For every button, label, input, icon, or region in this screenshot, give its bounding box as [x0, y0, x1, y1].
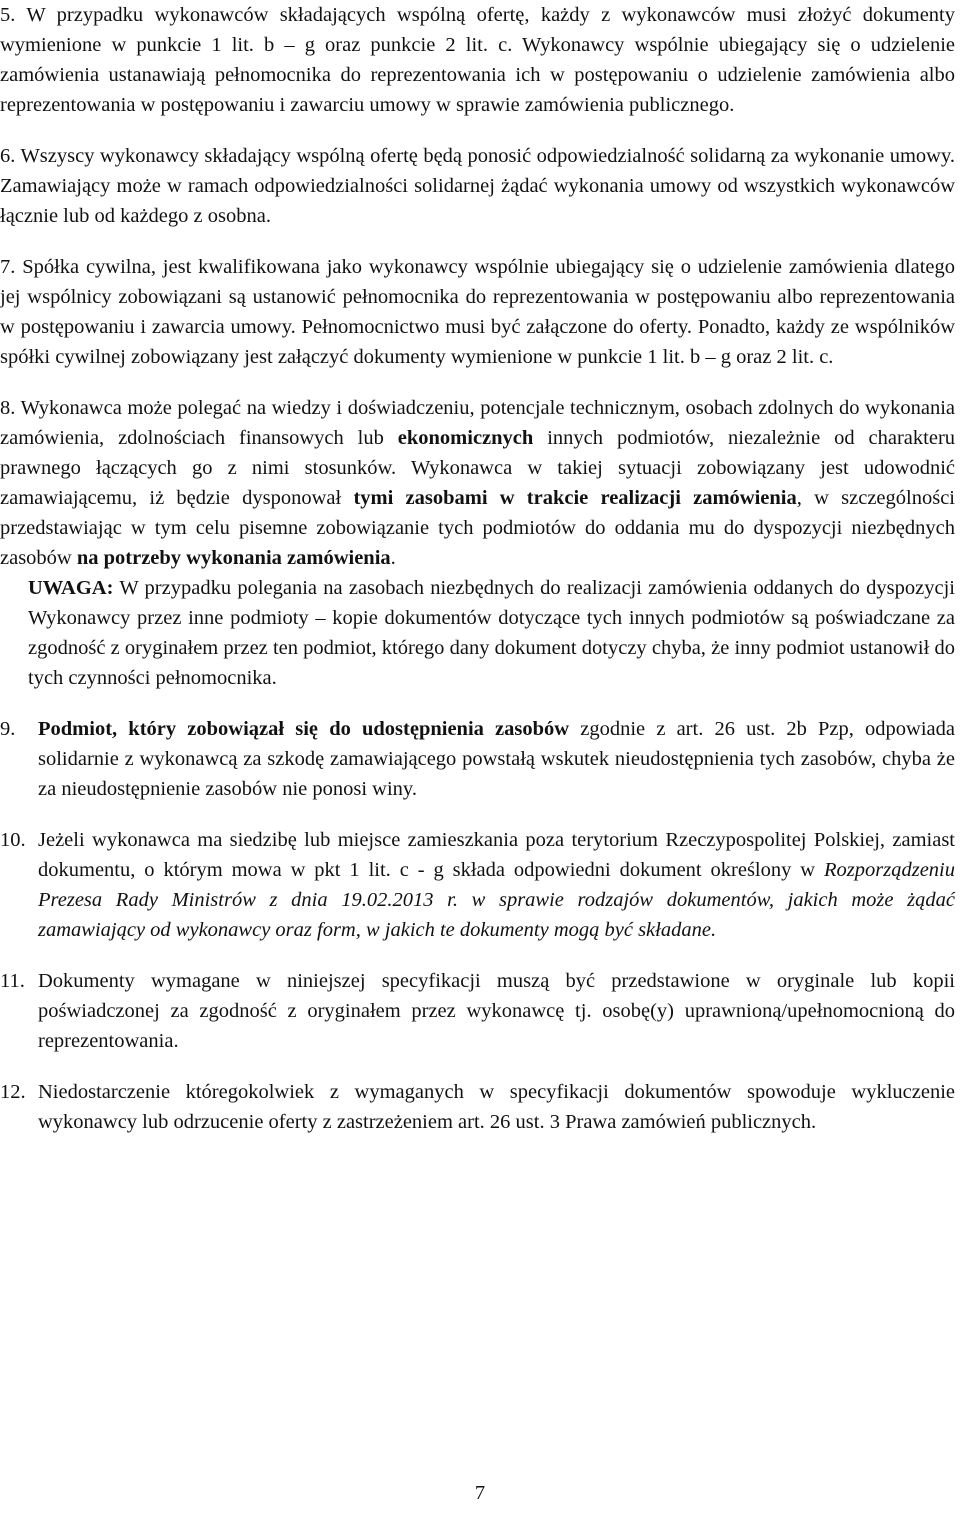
paragraph-8-text-1: Wykonawca może polegać na wiedzy i doświadczeniu, potencjale technicznym, osobach zdolnych do wykonania zamówienia, zdolnościach finansowych lub	[0, 397, 955, 449]
paragraph-8-bold-2: tymi zasobami w trakcie realizacji zamówienia	[353, 487, 797, 509]
paragraph-10-italic: Rozporządzeniu Prezesa Rady Ministrów z dnia 19.02.2013 r. w sprawie rodzajów dokumentów, jakich może żądać zamawiający od wykonawcy oraz form, w jakich te dokumenty mogą być składane.	[38, 859, 955, 941]
paragraph-6-text: Wszyscy wykonawcy składający wspólną ofertę będą ponosić odpowiedzialność solidarną za wykonanie umowy. Zamawiający może w ramach odpowiedzialności solidarnej żądać wykonania umowy od wszystkich wykonawców łącznie lub od każdego z osobna.	[0, 145, 956, 227]
paragraph-9-body	[38, 714, 955, 804]
paragraph-5-number: 5.	[0, 4, 16, 26]
paragraph-6-number: 6.	[0, 145, 16, 167]
paragraph-8-number: 8.	[0, 397, 16, 419]
paragraph-10-body	[38, 825, 955, 945]
paragraph-12-text: Niedostarczenie któregokolwiek z wymaganych w specyfikacji dokumentów spowoduje wykluczenie wykonawcy lub odrzucenie oferty z zastrzeżeniem art. 26 ust. 3 Prawa zamówień publicznych.	[38, 1081, 955, 1133]
paragraph-6	[0, 141, 955, 231]
paragraph-11	[0, 966, 955, 1056]
page-number: 7	[474, 1482, 486, 1504]
paragraph-10-number: 10.	[0, 829, 26, 851]
paragraph-7	[0, 252, 955, 372]
paragraph-8-bold-1: ekonomicznych	[397, 427, 534, 449]
paragraph-12-number: 12.	[0, 1081, 26, 1103]
uwaga-label: UWAGA:	[28, 577, 114, 599]
paragraph-7-text: Spółka cywilna, jest kwalifikowana jako wykonawcy wspólnie ubiegający się o udzielenie zamówienia dlatego jej wspólnicy zobowiązani są ustanowić pełnomocnika do reprezentowania w postępowaniu albo reprezentowania w postępowaniu i zawarcia umowy. Pełnomocnictwo musi być załączone do oferty. Ponadto, każdy ze wspólników spółki cywilnej zobowiązany jest załączyć dokumenty wymienione w punkcie 1 lit. b – g oraz 2 lit. c.	[0, 256, 956, 368]
paragraph-12	[0, 1077, 955, 1137]
paragraph-11-number: 11.	[0, 970, 25, 992]
paragraph-9-bold: Podmiot, który zobowiązał się do udostępnienia zasobów	[38, 718, 570, 740]
paragraph-5	[0, 0, 955, 120]
uwaga-text: W przypadku polegania na zasobach niezbędnych do realizacji zamówienia oddanych do dyspozycji Wykonawcy przez inne podmioty – kopie dokumentów dotyczące tych innych podmiotów są poświadczane za zgodność z oryginałem przez ten podmiot, którego dany dokument dotyczy chyba, że inny podmiot ustanowił do tych czynności pełnomocnika.	[28, 577, 955, 689]
paragraph-8	[0, 393, 955, 573]
paragraph-10	[0, 825, 955, 945]
paragraph-10-text: Jeżeli wykonawca ma siedzibę lub miejsce zamieszkania poza terytorium Rzeczypospolitej Polskiej, zamiast dokumentu, o którym mowa w pkt 1 lit. c - g składa odpowiedni dokument określony w	[38, 829, 955, 881]
paragraph-9-number: 9.	[0, 718, 16, 740]
paragraph-11-text: Dokumenty wymagane w niniejszej specyfikacji muszą być przedstawione w oryginale lub kopii poświadczonej za zgodność z oryginałem przez wykonawcę tj. osobę(y) uprawnioną/upełnomocnioną do reprezentowania.	[38, 970, 955, 1052]
paragraph-8-text-3: , w szczególności przedstawiając w tym celu pisemne zobowiązanie tych podmiotów do oddania mu do dyspozycji niezbędnych zasobów	[0, 487, 955, 569]
paragraph-5-text: W przypadku wykonawców składających wspólną ofertę, każdy z wykonawców musi złożyć dokumenty wymienione w punkcie 1 lit. b – g oraz punkcie 2 lit. c. Wykonawcy wspólnie ubiegający się o udzielenie zamówienia ustanawiają pełnomocnika do reprezentowania ich w postępowaniu o udzielenie zamówienia albo reprezentowania w postępowaniu i zawarciu umowy w sprawie zamówienia publicznego.	[0, 4, 955, 116]
paragraph-8-text-4: .	[390, 547, 396, 569]
paragraph-9	[0, 714, 955, 804]
paragraph-7-number: 7.	[0, 256, 16, 278]
paragraph-8-text-2: innych podmiotów, niezależnie od charakteru prawnego łączących go z nimi stosunków. Wykonawca w takiej sytuacji zobowiązany jest udowodnić zamawiającemu, iż będzie dysponował	[0, 427, 956, 509]
paragraph-8-bold-3: na potrzeby wykonania zamówienia	[76, 547, 391, 569]
uwaga-note	[28, 573, 955, 693]
paragraph-9-text: zgodnie z art. 26 ust. 2b Pzp, odpowiada solidarnie z wykonawcą za szkodę zamawiającego powstałą wskutek nieudostępnienia tych zasobów, chyba że za nieudostępnienie zasobów nie ponosi winy.	[38, 718, 956, 800]
